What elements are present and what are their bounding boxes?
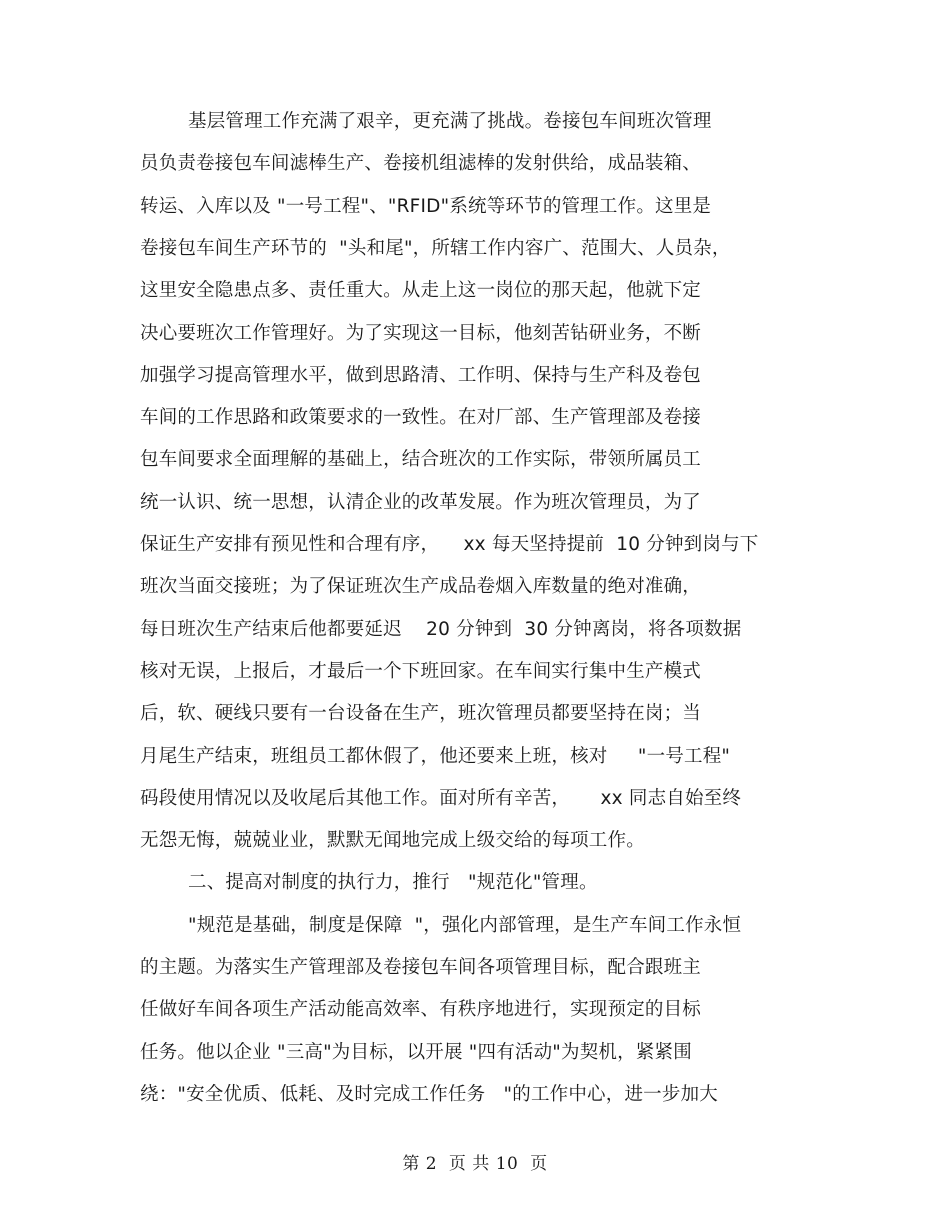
text-line: 包车间要求全面理解的基础上，结合班次的工作实际，带领所属员工 [140,449,702,471]
text-line: 二、提高对制度的执行力，推行 "规范化"管理。 [188,872,598,894]
text-line: 绕："安全优质、低耗、及时完成工作任务 "的工作中心，进一步加大 [140,1083,718,1105]
text-line: 无怨无悔，兢兢业业，默默无闻地完成上级交给的每项工作。 [140,830,645,852]
text-line: 保证生产安排有预见性和合理有序， xx 每天坚持提前 10 分钟到岗与下 [140,534,759,555]
text-line: 转运、入库以及 "一号工程"、"RFID"系统等环节的管理工作。这里是 [140,195,712,217]
text-line: 月尾生产结束，班组员工都休假了，他还要来上班，核对 "一号工程" [140,745,731,767]
text-line: 的主题。为落实生产管理部及卷接包车间各项管理目标，配合跟班主 [140,957,702,978]
text-line: 任务。他以企业 "三高"为目标，以开展 "四有活动"为契机，紧紧围 [140,1041,692,1063]
text-line: 核对无误，上报后，才最后一个下班回家。在车间实行集中生产模式 [140,660,702,682]
text-line: 这里安全隐患点多、责任重大。从走上这一岗位的那天起，他就下定 [140,280,702,302]
text-line: 基层管理工作充满了艰辛，更充满了挑战。卷接包车间班次管理 [188,111,712,132]
text-line: 加强学习提高管理水平，做到思路清、工作明、保持与生产科及卷包 [140,364,702,386]
text-line: 车间的工作思路和政策要求的一致性。在对厂部、生产管理部及卷接 [140,407,702,429]
text-line: 班次当面交接班；为了保证班次生产成品卷烟入库数量的绝对准确， [140,576,702,598]
page-number-footer: 第 2 页 共 10 页 [402,1154,548,1174]
text-line: 码段使用情况以及收尾后其他工作。面对所有辛苦， xx 同志自始至终 [140,787,742,809]
text-line: 每日班次生产结束后他都要延迟 20 分钟到 30 分钟离岗，将各项数据 [140,618,742,640]
text-line: 后，软、硬线只要有一台设备在生产，班次管理员都要坚持在岗；当 [140,703,702,725]
text-line: 员负责卷接包车间滤棒生产、卷接机组滤棒的发射供给，成品装箱、 [140,153,702,175]
text-line: 任做好车间各项生产活动能高效率、有秩序地进行，实现预定的目标 [140,999,702,1021]
text-line: 卷接包车间生产环节的 "头和尾"，所辖工作内容广、范围大、人员杂， [140,237,731,259]
text-line: 决心要班次工作管理好。为了实现这一目标，他刻苦钻研业务，不断 [140,322,702,344]
text-line: "规范是基础，制度是保障 "，强化内部管理，是生产车间工作永恒 [188,914,742,936]
text-line: 统一认识、统一思想，认清企业的改革发展。作为班次管理员，为了 [140,491,702,513]
